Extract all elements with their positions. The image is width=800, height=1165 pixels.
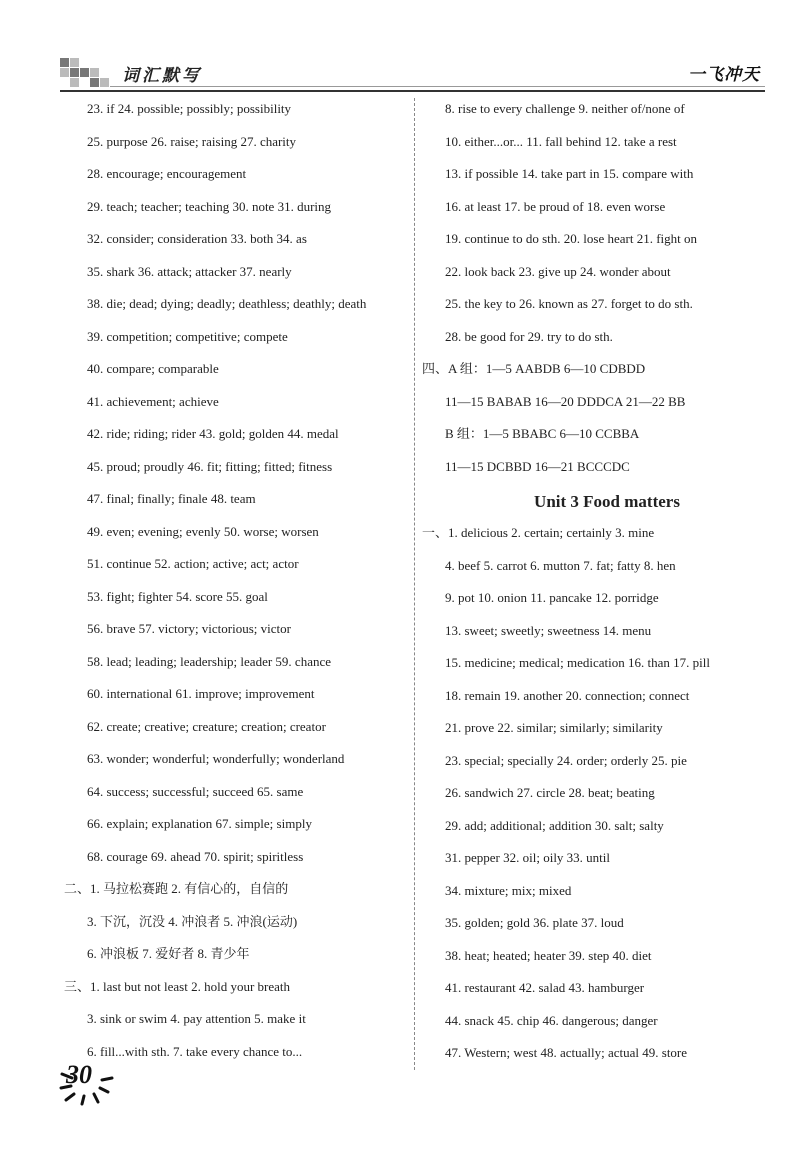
unit-title: Unit 3 Food matters <box>534 492 680 511</box>
answer-line: 4. beef 5. carrot 6. mutton 7. fat; fatty 8. hen <box>445 557 676 573</box>
answer-line: 29. add; additional; addition 30. salt; salty <box>445 817 664 833</box>
header-rule-thin <box>110 86 765 87</box>
answer-line: 51. continue 52. action; active; act; actor <box>87 556 299 571</box>
answer-line: 25. the key to 26. known as 27. forget to do sth. <box>445 296 693 311</box>
answer-line: 64. success; successful; succeed 65. same <box>87 783 304 799</box>
answer-line: 35. shark 36. attack; attacker 37. nearly <box>87 263 292 279</box>
answer-line: 8. rise to every challenge 9. neither of/none of <box>445 101 685 116</box>
page-number: 30 <box>66 1060 92 1089</box>
answer-line: 56. brave 57. victory; victorious; victor <box>87 621 291 636</box>
answer-line: B 组：1—5 BBABC 6—10 CCBBA <box>445 426 640 441</box>
answer-line: 3. 下沉，沉没 4. 冲浪者 5. 冲浪(运动) <box>87 913 298 929</box>
answer-line: 三、1. last but not least 2. hold your breath <box>64 978 291 994</box>
answer-line: 31. pepper 32. oil; oily 33. until <box>445 850 611 865</box>
answer-line: 47. final; finally; finale 48. team <box>87 491 256 506</box>
brand-name: 一飞冲天 <box>688 65 760 85</box>
answer-line: 二、1. 马拉松赛跑 2. 有信心的，自信的 <box>64 881 289 896</box>
section-title: 词汇默写 <box>122 66 202 86</box>
answer-line: 23. special; specially 24. order; orderly 25. pie <box>445 752 687 768</box>
answer-line: 41. restaurant 42. salad 43. hamburger <box>445 980 645 995</box>
answer-line: 25. purpose 26. raise; raising 27. charity <box>87 133 297 149</box>
answer-line: 13. if possible 14. take part in 15. compare with <box>445 166 694 181</box>
answer-line: 34. mixture; mix; mixed <box>445 882 572 898</box>
answer-line: 49. even; evening; evenly 50. worse; worsen <box>87 523 319 539</box>
answer-line: 10. either...or... 11. fall behind 12. take a rest <box>445 133 677 149</box>
answer-line: 66. explain; explanation 67. simple; simply <box>87 816 312 831</box>
answer-line: 6. 冲浪板 7. 爱好者 8. 青少年 <box>87 946 250 961</box>
left-column <box>64 96 410 1071</box>
answer-line: 58. lead; leading; leadership; leader 59. chance <box>87 653 332 669</box>
answer-line: 一、1. delicious 2. certain; certainly 3. mine <box>422 525 655 540</box>
answer-line: 29. teach; teacher; teaching 30. note 31. during <box>87 198 332 214</box>
header-rule <box>60 90 765 92</box>
answer-line: 18. remain 19. another 20. connection; connect <box>445 687 690 703</box>
answer-line: 35. golden; gold 36. plate 37. loud <box>445 915 624 930</box>
answer-line: 19. continue to do sth. 20. lose heart 21. fight on <box>445 231 698 246</box>
answer-line: 3. sink or swim 4. pay attention 5. make it <box>87 1011 306 1026</box>
column-divider <box>414 98 415 1070</box>
answer-line: 15. medicine; medical; medication 16. than 17. pill <box>445 655 710 670</box>
answer-line: 63. wonder; wonderful; wonderfully; wonderland <box>87 751 345 766</box>
answer-line: 13. sweet; sweetly; sweetness 14. menu <box>445 622 652 638</box>
answer-line: 39. competition; competitive; compete <box>87 328 288 344</box>
answer-line: 16. at least 17. be proud of 18. even worse <box>445 198 666 214</box>
answer-line: 68. courage 69. ahead 70. spirit; spiritless <box>87 848 304 864</box>
answer-line: 6. fill...with sth. 7. take every chance to... <box>87 1043 303 1059</box>
answer-line: 38. die; dead; dying; deadly; deathless; deathly; death <box>87 296 367 311</box>
answer-line: 62. create; creative; creature; creation; creator <box>87 718 326 734</box>
answer-line: 9. pot 10. onion 11. pancake 12. porridge <box>445 590 659 605</box>
right-column <box>422 96 782 1073</box>
answer-line: 38. heat; heated; heater 39. step 40. diet <box>445 947 652 963</box>
answer-line: 26. sandwich 27. circle 28. beat; beating <box>445 785 655 800</box>
answer-line: 22. look back 23. give up 24. wonder about <box>445 263 671 279</box>
answer-line: 23. if 24. possible; possibly; possibility <box>87 101 292 116</box>
answer-line: 41. achievement; achieve <box>87 393 219 409</box>
answer-line: 42. ride; riding; rider 43. gold; golden 44. medal <box>87 426 339 441</box>
answer-line: 40. compare; comparable <box>87 361 219 376</box>
answer-line: 32. consider; consideration 33. both 34. as <box>87 231 307 246</box>
answer-line: 28. encourage; encouragement <box>87 166 247 181</box>
answer-line: 28. be good for 29. try to do sth. <box>445 328 613 344</box>
answer-line: 11—15 DCBBD 16—21 BCCCDC <box>445 458 630 474</box>
answer-line: 53. fight; fighter 54. score 55. goal <box>87 588 268 604</box>
answer-line: 60. international 61. improve; improvement <box>87 686 315 701</box>
page-header <box>0 0 800 100</box>
checker-logo-icon <box>60 58 110 94</box>
answer-line: 44. snack 45. chip 46. dangerous; danger <box>445 1012 658 1028</box>
answer-line: 47. Western; west 48. actually; actual 49. store <box>445 1045 688 1060</box>
answer-line: 11—15 BABAB 16—20 DDDCA 21—22 BB <box>445 393 686 409</box>
answer-line: 45. proud; proudly 46. fit; fitting; fitted; fitness <box>87 458 333 474</box>
answer-line: 四、A 组：1—5 AABDB 6—10 CDBDD <box>422 361 646 376</box>
answer-line: 21. prove 22. similar; similarly; similarity <box>445 720 663 735</box>
